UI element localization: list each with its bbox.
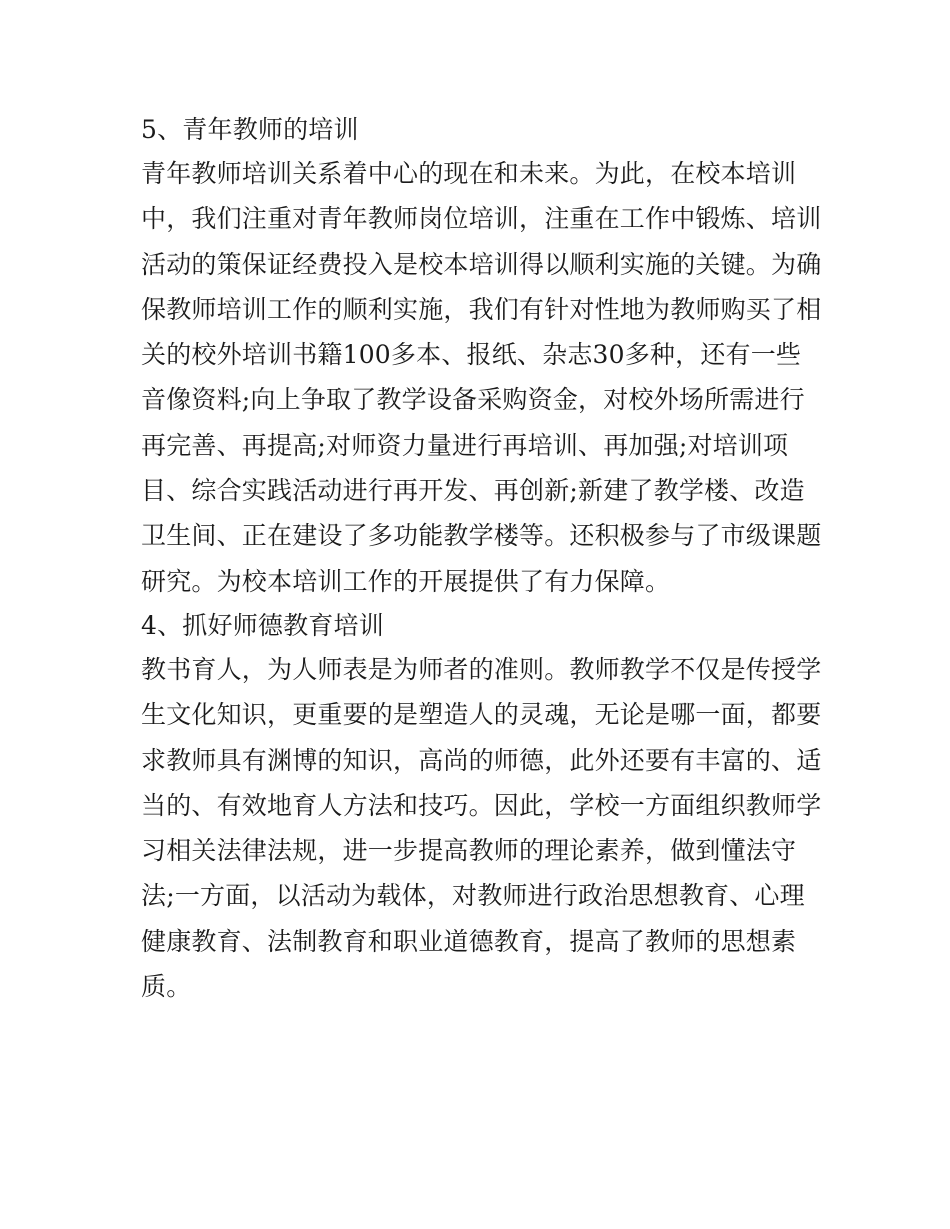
paragraph-line: 质。 [141,972,192,1002]
paragraph-line: 习相关法律法规，进一步提高教师的理论素养，做到懂法守 [141,836,797,866]
paragraph-line: 研究。为校本培训工作的开展提供了有力保障。 [141,566,671,596]
paragraph-line: 生文化知识，更重要的是塑造人的灵魂，无论是哪一面，都要 [141,700,822,730]
paragraph-line: 再完善、再提高;对师资力量进行再培训、再加强;对培训项 [141,430,789,460]
paragraph-line: 关的校外培训书籍100多本、报纸、杂志30多种，还有一些 [141,340,802,370]
paragraph-line: 求教师具有渊博的知识，高尚的师德，此外还要有丰富的、适 [141,745,822,775]
document-page [141,108,821,1009]
paragraph-line: 保教师培训工作的顺利实施，我们有针对性地为教师购买了相 [141,294,822,324]
paragraph-line: 中，我们注重对青年教师岗位培训，注重在工作中锻炼、培训 [141,204,822,234]
section-heading: 5、青年教师的培训 [141,115,359,144]
paragraph-line: 卫生间、正在建设了多功能教学楼等。还积极参与了市级课题 [141,521,822,551]
paragraph-line: 目、综合实践活动进行再开发、再创新;新建了教学楼、改造 [141,476,805,506]
section-paragraph [141,151,821,604]
paragraph-line: 当的、有效地育人方法和技巧。因此，学校一方面组织教师学 [141,790,822,820]
paragraph-line: 健康教育、法制教育和职业道德教育，提高了教师的思想素 [141,926,797,956]
paragraph-line: 教书育人，为人师表是为师者的准则。教师教学不仅是传授学 [141,654,822,684]
section-heading: 4、抓好师德教育培训 [141,610,384,640]
section-paragraph [141,647,821,1009]
paragraph-line: 青年教师培训关系着中心的现在和未来。为此，在校本培训 [141,159,797,188]
paragraph-line: 音像资料;向上争取了教学设备采购资金，对校外场所需进行 [141,385,805,415]
paragraph-line: 活动的策保证经费投入是校本培训得以顺利实施的关键。为确 [141,249,822,279]
paragraph-line: 法;一方面，以活动为载体，对教师进行政治思想教育、心理 [141,881,805,911]
